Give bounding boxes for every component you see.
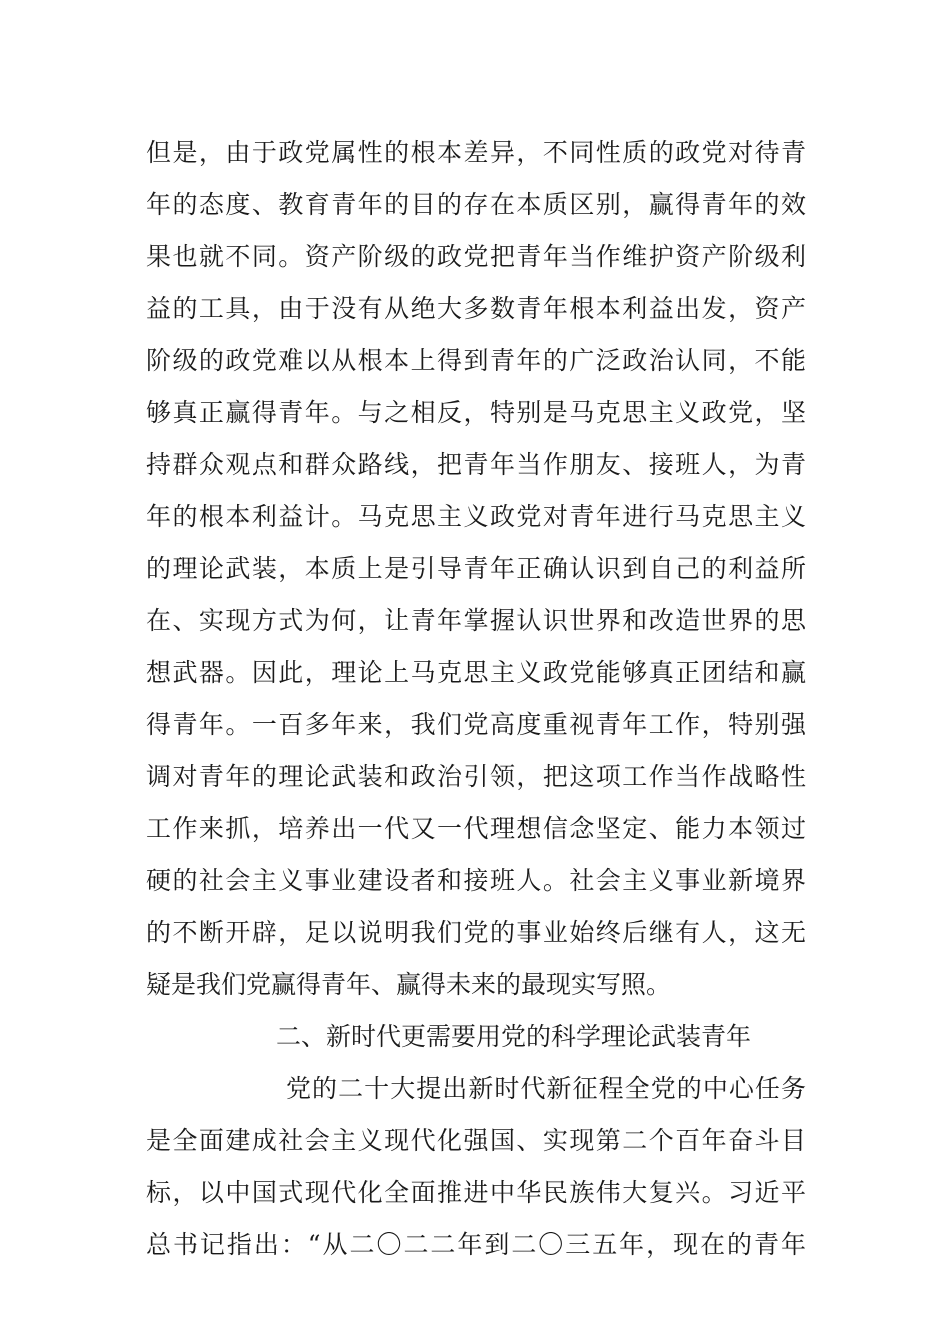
text-line: 持群众观点和群众路线，把青年当作朋友、接班人，为青 [146, 450, 806, 479]
text-line: 想武器。因此，理论上马克思主义政党能够真正团结和赢 [146, 658, 806, 687]
text-line: 果也就不同。资产阶级的政党把青年当作维护资产阶级利 [146, 242, 806, 271]
text-line: 但是，由于政党属性的根本差异，不同性质的政党对待青 [146, 138, 806, 167]
text-line: 调对青年的理论武装和政治引领，把这项工作当作战略性 [146, 762, 806, 791]
text-line: 硬的社会主义事业建设者和接班人。社会主义事业新境界 [146, 866, 806, 895]
text-line: 的不断开辟，足以说明我们党的事业始终后继有人，这无 [146, 918, 806, 947]
section-heading: 二、新时代更需要用党的科学理论武装青年 [276, 1022, 752, 1051]
text-line: 总书记指出：“从二〇二二年到二〇三五年，现在的青年 [146, 1230, 806, 1259]
text-line: 得青年。一百多年来，我们党高度重视青年工作，特别强 [146, 710, 806, 739]
text-line: 够真正赢得青年。与之相反，特别是马克思主义政党，坚 [146, 398, 806, 427]
text-line: 工作来抓，培养出一代又一代理想信念坚定、能力本领过 [146, 814, 806, 843]
text-line: 党的二十大提出新时代新征程全党的中心任务 [286, 1074, 806, 1103]
text-line: 年的态度、教育青年的目的存在本质区别，赢得青年的效 [146, 190, 806, 219]
text-line: 的理论武装，本质上是引导青年正确认识到自己的利益所 [146, 554, 806, 583]
text-line: 是全面建成社会主义现代化强国、实现第二个百年奋斗目 [146, 1126, 806, 1155]
text-line: 在、实现方式为何，让青年掌握认识世界和改造世界的思 [146, 606, 806, 635]
text-line: 益的工具，由于没有从绝大多数青年根本利益出发，资产 [146, 294, 806, 323]
text-line: 阶级的政党难以从根本上得到青年的广泛政治认同，不能 [146, 346, 806, 375]
text-line: 疑是我们党赢得青年、赢得未来的最现实写照。 [146, 970, 672, 999]
text-line: 年的根本利益计。马克思主义政党对青年进行马克思主义 [146, 502, 806, 531]
text-line: 标，以中国式现代化全面推进中华民族伟大复兴。习近平 [146, 1178, 806, 1207]
